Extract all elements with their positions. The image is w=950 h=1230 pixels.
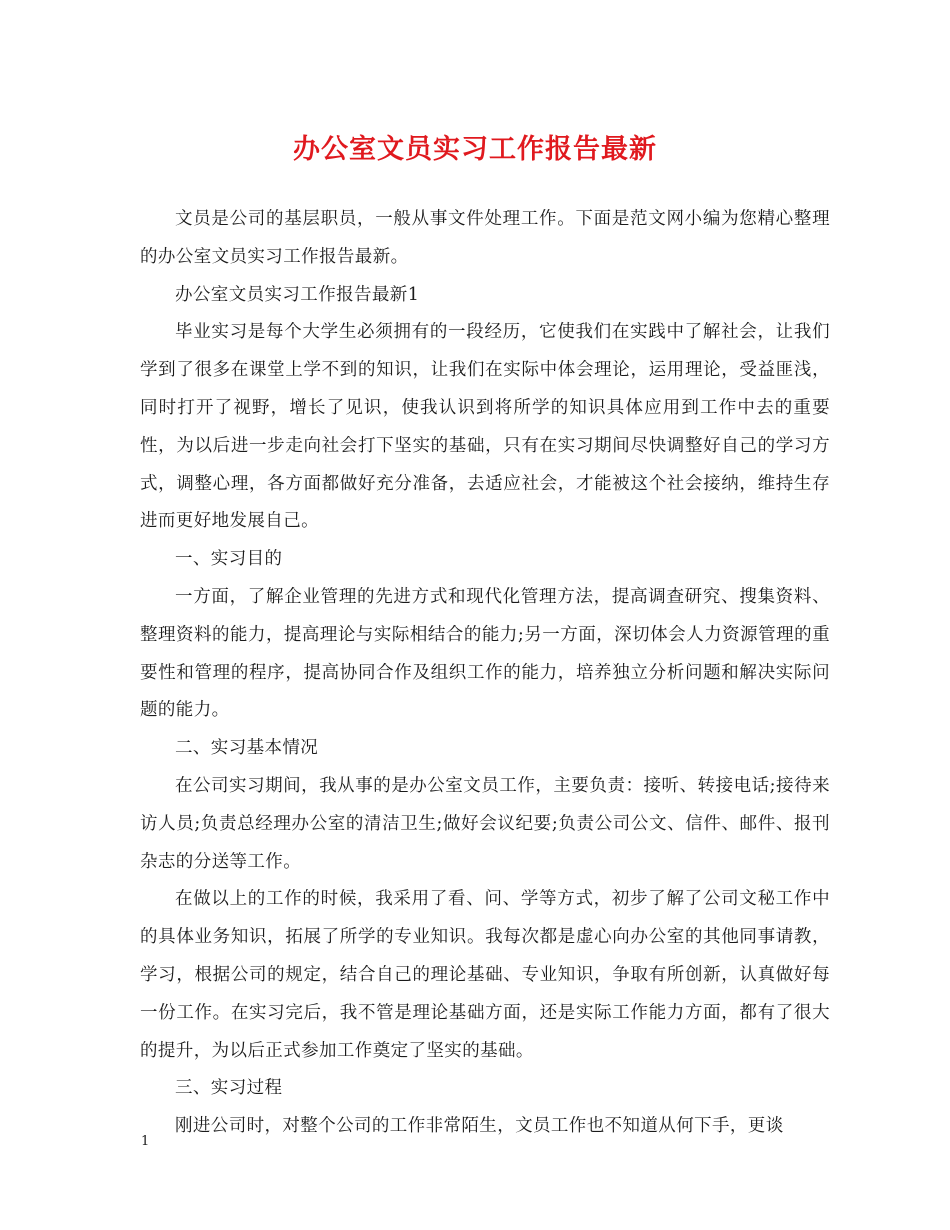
document-title: 办公室文员实习工作报告最新 <box>293 134 657 165</box>
section-heading-process: 三、实习过程 <box>175 1078 283 1099</box>
report-subtitle: 办公室文员实习工作报告最新1 <box>175 284 420 305</box>
body-paragraph: 刚进公司时，对整个公司的工作非常陌生，文员工作也不知道从何下手，更谈 <box>175 1116 784 1137</box>
section-heading-purpose: 一、实习目的 <box>175 549 283 570</box>
intro-paragraph: 文员是公司的基层职员，一般从事文件处理工作。下面是范文网小编为您精心整理的办公室文员实习工作报告最新。 <box>140 209 830 267</box>
page-number: 1 <box>141 1134 150 1149</box>
body-paragraph: 在公司实习期间，我从事的是办公室文员工作，主要负责：接听、转接电话;接待来访人员;负责总经理办公室的清洁卫生;做好会议纪要;负责公司公文、信件、邮件、报刊杂志的分送等工作。 <box>140 775 830 872</box>
body-paragraph: 一方面，了解企业管理的先进方式和现代化管理方法，提高调查研究、搜集资料、整理资料的能力，提高理论与实际相结合的能力;另一方面，深切体会人力资源管理的重要性和管理的程序，提高协同合作及组织工作的能力，培养独立分析问题和解决实际问题的能力。 <box>140 586 830 721</box>
body-paragraph: 在做以上的工作的时候，我采用了看、问、学等方式，初步了解了公司文秘工作中的具体业务知识，拓展了所学的专业知识。我每次都是虚心向办公室的其他同事请教，学习，根据公司的规定，结合自己的理论基础、专业知识，争取有所创新，认真做好每一份工作。在实习完后，我不管是理论基础方面，还是实际工作能力方面，都有了很大的提升，为以后正式参加工作奠定了坚实的基础。 <box>140 889 830 1061</box>
document-body <box>140 201 830 1146</box>
body-paragraph: 毕业实习是每个大学生必须拥有的一段经历，它使我们在实践中了解社会，让我们学到了很多在课堂上学不到的知识，让我们在实际中体会理论，运用理论，受益匪浅，同时打开了视野，增长了见识，使我认识到将所学的知识具体应用到工作中去的重要性，为以后进一步走向社会打下坚实的基础，只有在实习期间尽快调整好自己的学习方式，调整心理，各方面都做好充分准备，去适应社会，才能被这个社会接纳，维持生存进而更好地发展自己。 <box>140 322 830 532</box>
section-heading-basic-situation: 二、实习基本情况 <box>175 738 319 759</box>
